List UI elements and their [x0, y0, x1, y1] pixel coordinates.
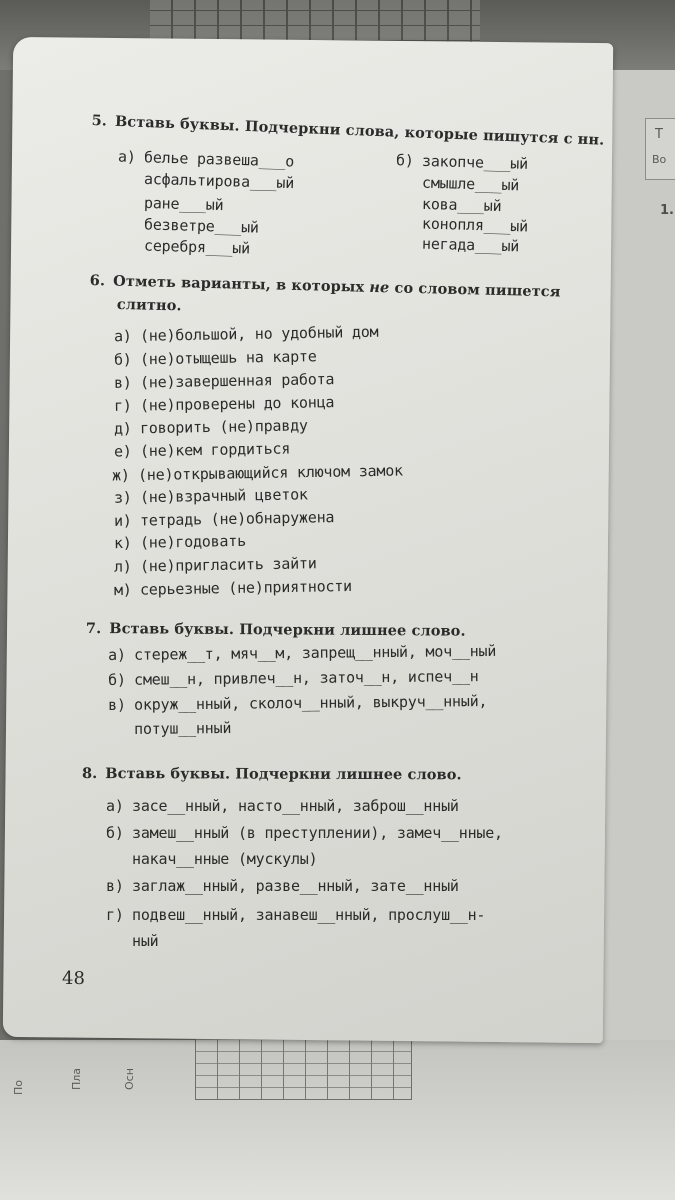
ex6-option [114, 416, 308, 437]
option-label: г) [106, 906, 124, 924]
ex6-option [114, 393, 335, 415]
ex6-option [114, 554, 317, 576]
ex5-col-a-line [144, 170, 295, 192]
option-text: (не)проверены до конца [139, 393, 335, 415]
ex5-col-b-line [422, 195, 502, 215]
option-label: и) [113, 511, 132, 530]
ex5-col-b-line [422, 174, 520, 195]
option-text: белье развеша___о [143, 148, 295, 171]
ex5-col-a-line [144, 215, 259, 236]
option-label: б) [395, 151, 414, 170]
exercise-instruction: Вставь буквы. Подчеркни лишнее слово. [109, 620, 466, 640]
ex7-line [108, 667, 479, 689]
ex7-line [108, 642, 496, 664]
option-text: ране___ый [143, 193, 224, 215]
option-text: (не)кем гордиться [139, 439, 291, 461]
option-text: (не)завершенная работа [139, 370, 335, 392]
ex7-line [134, 719, 231, 738]
option-text: кова___ый [421, 194, 502, 216]
ex5-col-a-line [144, 194, 224, 214]
option-text: конопля___ый [421, 214, 529, 236]
option-label: м) [113, 580, 132, 600]
ex8-line [132, 850, 317, 868]
option-text: безветре___ый [143, 215, 260, 237]
exercise-number: 7. [85, 620, 102, 638]
option-text: (не)взрачный цветок [139, 485, 308, 507]
option-text: (не)годовать [139, 531, 247, 552]
exercise-instruction: со словом пишется [394, 279, 561, 301]
option-label: б) [106, 824, 124, 842]
exercise-8-title [82, 765, 462, 783]
option-text: потуш__нный [134, 718, 232, 738]
option-label: в) [108, 695, 126, 714]
ex5-col-b-line [422, 235, 520, 256]
ex8-line [106, 877, 459, 895]
option-label: к) [113, 533, 132, 553]
option-label: ж) [111, 466, 130, 485]
option-label: е) [113, 442, 132, 461]
ex6-option [114, 439, 290, 460]
option-text: подвеш__нный, занавеш__нный, прослуш__н- [132, 906, 486, 924]
ex6-option [114, 485, 308, 506]
option-text: засе__нный, насто__нный, заброш__нный [132, 797, 459, 815]
option-text: окруж__нный, сколоч__нный, выкруч__нный, [133, 692, 488, 714]
ex5-col-b-line [396, 151, 528, 173]
option-text: (не)большой, но удобный дом [139, 322, 379, 345]
background-right-number: 1. [660, 203, 674, 218]
ex8-line [106, 824, 503, 842]
background-right-tab: Т Во [645, 118, 675, 180]
exercise-5-title [91, 112, 604, 149]
option-label: б) [113, 350, 132, 369]
option-text: (не)отыщешь на карте [139, 347, 317, 369]
background-bottom-label: По [12, 1079, 25, 1095]
option-label: г) [113, 396, 132, 415]
option-text: замеш__нный (в преступлении), замеч__нные, [132, 824, 503, 842]
ex5-col-a-line [144, 237, 250, 258]
exercise-instruction-emphasis: не [369, 278, 390, 297]
option-text: (не)пригласить зайти [139, 554, 317, 576]
ex6-option [112, 461, 403, 484]
ex6-option [114, 347, 317, 369]
option-text: (не)открывающийся ключом замок [137, 461, 404, 485]
option-text: говорить (не)правду [139, 416, 308, 438]
option-label: а) [113, 327, 132, 346]
option-text: ный [132, 932, 159, 950]
ex5-col-a-line [118, 148, 295, 171]
option-label: з) [113, 488, 132, 507]
option-text: заглаж__нный, разве__нный, зате__нный [132, 877, 459, 895]
ex6-option [114, 370, 335, 392]
ex6-option [114, 532, 246, 552]
ex6-option [114, 508, 335, 530]
exercise-number: 8. [81, 765, 98, 783]
exercise-instruction: Вставь буквы. Подчеркни лишнее слово. [105, 765, 462, 784]
background-bottom-label: Осн [123, 1068, 136, 1090]
option-text: стереж__т, мяч__м, запрещ__нный, моч__ный [133, 641, 497, 664]
page-number: 48 [62, 968, 85, 989]
ex6-option [114, 323, 379, 346]
exercise-instruction: слитно. [116, 296, 182, 315]
exercise-number: 5. [91, 112, 108, 130]
ex8-line [106, 906, 485, 924]
option-text: асфальтирова___ый [143, 169, 295, 193]
exercise-instruction: Вставь буквы. Подчеркни слова, которые пишутся с нн. [114, 112, 605, 149]
exercise-instruction: Отметь варианты, в которых [112, 272, 365, 296]
option-label: в) [106, 877, 124, 895]
option-text: накач__нные (мускулы) [132, 850, 318, 868]
option-text: смеш__н, привлеч__н, заточ__н, испеч__н [133, 667, 479, 689]
background-bottom-label: Пла [70, 1067, 83, 1090]
option-text: негада___ый [421, 234, 520, 256]
option-label: а) [106, 797, 124, 815]
exercise-number: 6. [89, 272, 106, 290]
ex7-line [108, 692, 487, 714]
exercise-6-title-line2 [117, 296, 182, 314]
option-label: б) [108, 670, 126, 689]
option-label: л) [113, 557, 132, 576]
option-label: д) [113, 419, 132, 438]
option-text: тетрадь (не)обнаружена [139, 508, 335, 530]
ex5-col-b-line [422, 215, 528, 236]
exercise-7-title [86, 620, 466, 640]
option-text: закопче___ый [421, 151, 529, 173]
option-label: в) [113, 373, 132, 392]
ex8-line [132, 932, 159, 950]
ex8-line [106, 797, 459, 815]
option-text: серьезные (не)приятности [139, 576, 353, 599]
option-label: а) [108, 645, 126, 664]
ex6-option [114, 577, 352, 599]
option-text: смышле___ый [421, 173, 520, 195]
option-text: серебря___ый [143, 236, 251, 258]
option-label: а) [117, 147, 136, 167]
